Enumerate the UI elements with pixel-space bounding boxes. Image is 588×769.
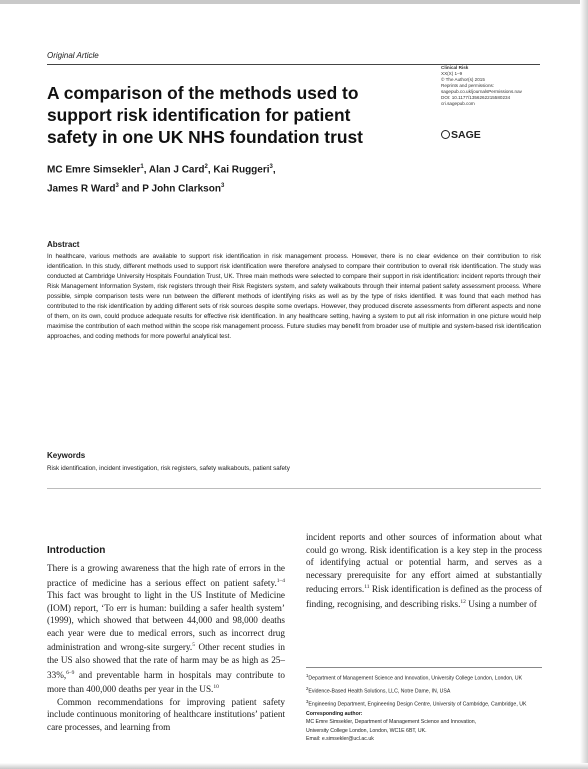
abstract-heading: Abstract <box>47 240 80 249</box>
corresponding-author <box>306 718 542 744</box>
intro-paragraph-1 <box>47 562 285 696</box>
affiliation-text: Engineering Department, Engineering Design Centre, University of Cambridge, Cambridge, UK <box>308 701 527 708</box>
body-column-left <box>47 562 285 733</box>
affiliation-text: Department of Management Science and Innovation, University College London, London, UK <box>308 675 523 682</box>
article-type-label: Original Article <box>47 51 99 60</box>
author-name: James R Ward <box>47 183 116 195</box>
author-affiliation-mark: 1 <box>140 164 144 170</box>
citation-mark: 1–4 <box>276 577 285 584</box>
author-line: MC Emre Simsekler$^1$, Alan J Card$^2$, Kai Ruggeri$^3$, <box>47 164 276 176</box>
footnote-divider <box>306 667 542 668</box>
author-line: James R Ward$^3$ and P John Clarkson$^3$ <box>47 183 225 195</box>
corresponding-line: MC Emre Simsekler, Department of Management Science and Innovation, <box>306 719 477 725</box>
affiliation-text: Evidence-Based Health Solutions, LLC, Notre Dame, IN, USA <box>308 688 451 695</box>
author-affiliation-mark: 2 <box>204 164 208 170</box>
author-name: Alan J Card <box>148 164 205 176</box>
journal-meta-line: © The Author(s) 2015 <box>441 77 485 82</box>
keywords-text: Risk identification, incident investigation, risk registers, safety walkabouts, patient safety <box>47 465 290 472</box>
article-title: A comparison of the methods used to support risk identification for patient safety in one UK NHS foundation trust <box>47 83 363 147</box>
paragraph-text: There is a growing awareness that the high rate of errors in the practice of medicine has a serious effect on patient safety. <box>47 563 285 588</box>
affiliation-item <box>306 684 542 697</box>
publisher-name: SAGE <box>451 129 481 141</box>
paragraph-text: Risk identification is defined as the process of finding, recognising, and describing risks. <box>306 584 542 609</box>
citation-mark: 10 <box>213 684 219 691</box>
scan-edge-bottom <box>0 763 588 769</box>
author-affiliation-mark: 3 <box>115 183 119 190</box>
journal-meta-line: sagepub.co.uk/journalsPermissions.nav <box>441 89 522 94</box>
citation-mark: 5 <box>192 642 195 649</box>
paragraph-text: This fact was brought to light in the US Institute of Medicine (IOM) report, ‘To err is human: building a safer health system’ (1999), which showed that between 44,000 and 98,000 deaths each year were due to medical errors, such as incorrect drug administration and wrong-site surgery. <box>47 590 285 653</box>
author-affiliation-mark: 3 <box>269 164 273 170</box>
abstract-text: In healthcare, various methods are available to support risk identification in risk management process. However, there is no clear evidence on their contribution to risk identification. In this study, different methods used to support risk identification were therefore analysed to compare their contribution to overall risk identification. The study was conducted at Cambridge University Hospitals Foundation Trust, UK. Three main methods were selected to compare their support in risk identification: incident reports through their Risk Management Information System, risk registers through their Risk Registers system, and safety walkabouts through their internal patient safety assessment process. Where possible, simple comparison tests were run between the different methods of identifying risks as well as by the type of risks identified. It was found that each method has contributed to the risk identification by adding different sets of risk sources despite some overlaps. However, they produced discrete assessments from different aspects and none of them, on its own, could produce adequate results for effective risk identification. In any healthcare setting, having a system to put all risk information in one picture would help maximise the contribution of each method within the scope risk management process. Future studies may benefit from broader use of multiple and system-based risk identification approaches, and coding methods for more powerful analytical test. <box>47 253 541 340</box>
corresponding-email: Email: e.simsekler@ucl.ac.uk <box>306 736 374 742</box>
affiliation-mark: 2 <box>306 685 309 691</box>
intro-paragraph-2: Common recommendations for improving patient safety include continuous monitoring of healthcare institutions’ patient care processes, and learning from <box>47 696 285 732</box>
publisher-logo <box>441 129 481 141</box>
paragraph-text: and preventable harm in hospitals may contribute to more than 400,000 deaths per year in the US. <box>47 669 285 695</box>
journal-meta <box>441 65 546 107</box>
citation-mark: 11 <box>364 584 370 591</box>
affiliation-mark: 1 <box>306 673 309 678</box>
author-name: Kai Ruggeri <box>213 164 270 176</box>
scan-edge-right <box>580 0 588 769</box>
body-column-right <box>306 531 542 610</box>
author-affiliation-mark: 3 <box>220 183 225 190</box>
scan-edge-top <box>0 0 588 4</box>
paragraph-text: incident reports and other sources of information about what could go wrong. Risk identification is a key step in the process of identifying actual or potential harm, and serves as a necessary prerequisite for any effort aimed at substantially reducing errors. <box>306 532 542 595</box>
affiliations <box>306 671 542 710</box>
corresponding-line: University College London, London, WC1E 6BT, UK. <box>306 727 427 734</box>
author-name: MC Emre Simsekler <box>47 164 141 176</box>
keywords-heading: Keywords <box>47 451 86 460</box>
author-list <box>47 159 377 198</box>
journal-meta-line: cri.sagepub.com <box>441 101 475 106</box>
affiliation-item <box>306 697 542 710</box>
abstract-divider <box>47 488 541 489</box>
journal-meta-line: XX(X) 1–9 <box>441 71 463 76</box>
affiliation-mark: 3 <box>306 698 309 704</box>
sage-logo-icon <box>441 130 450 139</box>
introduction-heading: Introduction <box>47 545 106 556</box>
intro-paragraph-continued <box>306 531 542 610</box>
journal-meta-line: Reprints and permissions: <box>441 83 495 88</box>
paragraph-text: Using a number of <box>465 598 537 609</box>
author-name: P John Clarkson <box>142 183 221 195</box>
corresponding-author-heading: Corresponding author: <box>306 711 363 717</box>
paragraph-text: Other recent studies in the US also showed that the rate of harm may be as high as 25–33%, <box>47 642 285 680</box>
citation-mark: 6–9 <box>66 669 75 676</box>
affiliation-item <box>306 671 542 684</box>
journal-name: Clinical Risk <box>441 65 469 70</box>
citation-mark: 12 <box>460 598 466 605</box>
journal-meta-line: DOI: 10.1177/1356262215580234 <box>441 95 511 100</box>
